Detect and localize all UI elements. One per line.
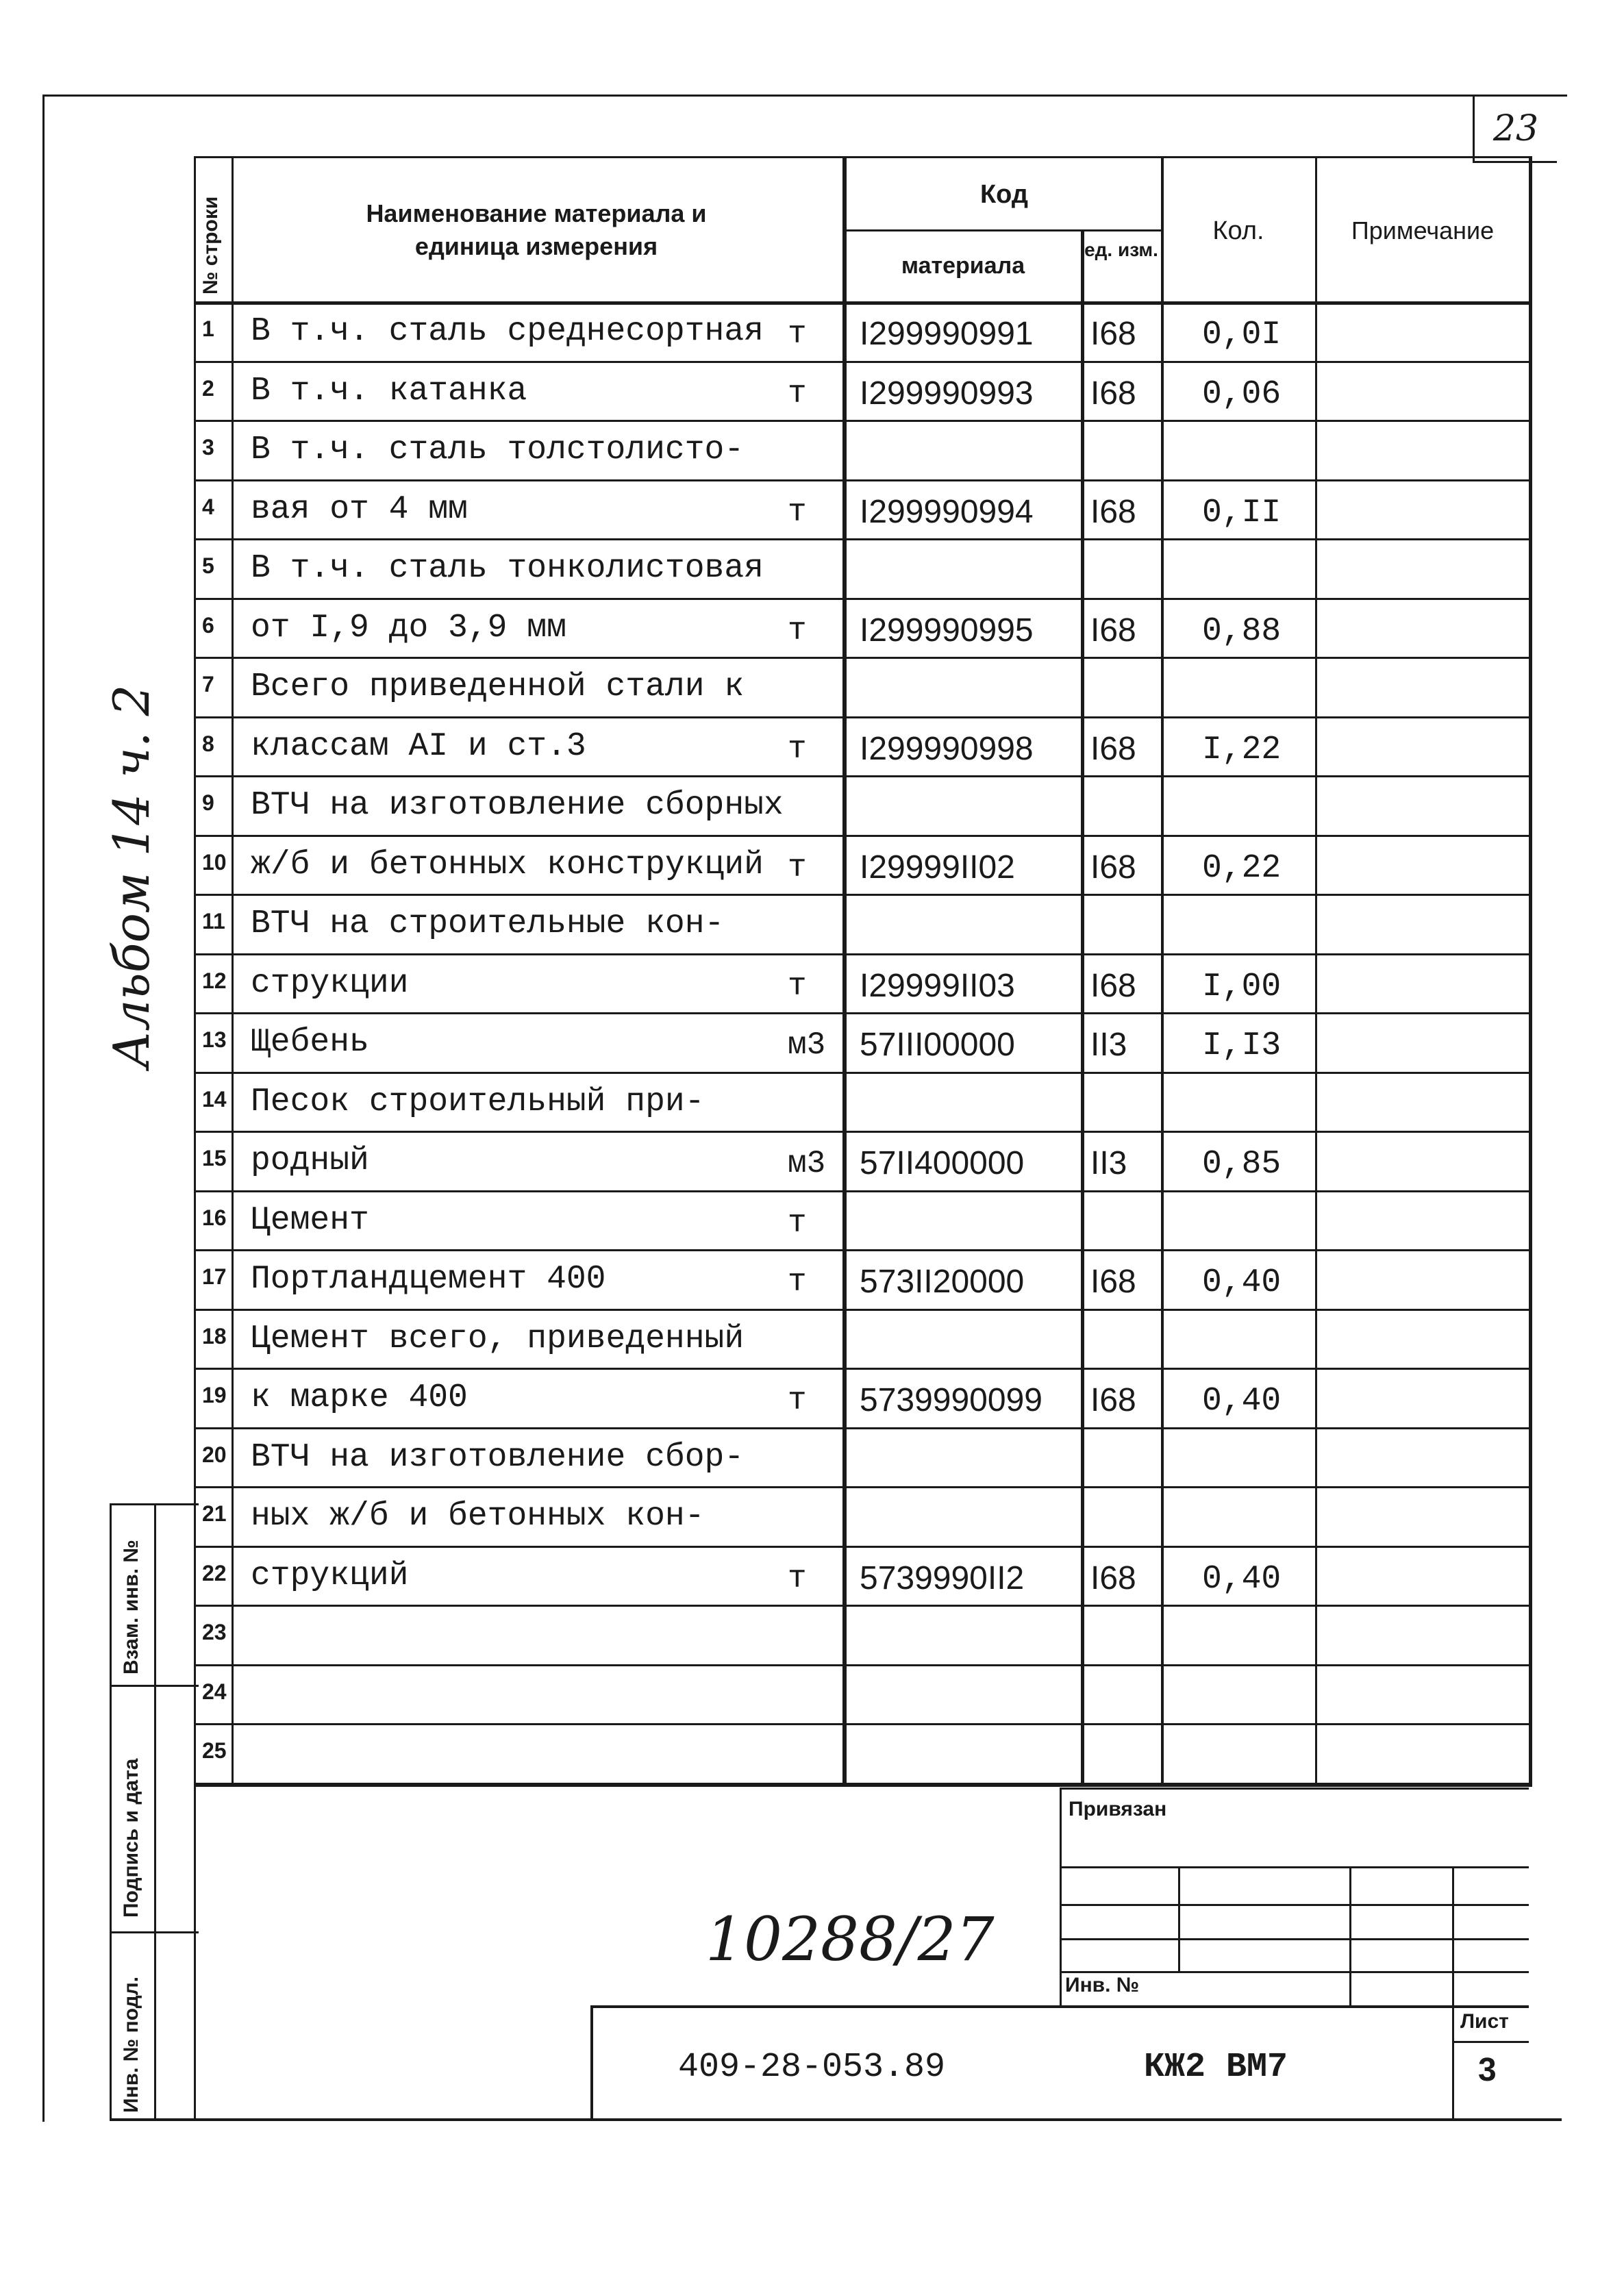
row-separator bbox=[194, 1309, 1529, 1311]
row-number: 17 bbox=[202, 1264, 227, 1289]
code-subheader-border bbox=[842, 229, 1161, 231]
row-separator bbox=[194, 1664, 1529, 1666]
material-unit: т bbox=[788, 1560, 807, 1596]
material-name: В т.ч. сталь тонколистовая bbox=[251, 550, 764, 587]
quantity: 0,40 bbox=[1202, 1560, 1282, 1598]
header-code-material: материала bbox=[901, 253, 1025, 279]
material-unit: т bbox=[788, 494, 807, 530]
material-name: В т.ч. сталь толстолисто- bbox=[251, 431, 745, 468]
row-number: 20 bbox=[202, 1442, 227, 1467]
row-separator bbox=[194, 538, 1529, 540]
stamp-div1 bbox=[110, 1685, 199, 1687]
row-separator bbox=[194, 894, 1529, 896]
material-name: ВТЧ на изготовление сборных bbox=[251, 787, 784, 824]
row-separator bbox=[194, 1190, 1529, 1192]
row-separator bbox=[194, 716, 1529, 718]
header-bottom-border bbox=[194, 301, 1529, 305]
row-number: 3 bbox=[202, 435, 214, 460]
material-unit: т bbox=[788, 612, 807, 649]
material-unit: м3 bbox=[788, 1027, 826, 1063]
row-number: 21 bbox=[202, 1501, 227, 1526]
row-separator bbox=[194, 775, 1529, 777]
unit-code: I68 bbox=[1090, 967, 1136, 1004]
material-code: 57III00000 bbox=[860, 1027, 1015, 1063]
row-number: 18 bbox=[202, 1323, 227, 1349]
stamp-left-border bbox=[110, 1503, 112, 2120]
tb-main-top bbox=[590, 2005, 1529, 2008]
frame-inner-left bbox=[194, 1787, 196, 2119]
material-code: 5739990II2 bbox=[860, 1559, 1025, 1596]
row-separator bbox=[194, 1012, 1529, 1014]
material-name: В т.ч. сталь среднесортная bbox=[251, 313, 764, 350]
sheet-number: 23 bbox=[1473, 96, 1557, 163]
tb-grid-h2 bbox=[1060, 1904, 1529, 1906]
row-number: 5 bbox=[202, 553, 214, 578]
row-number: 22 bbox=[202, 1560, 227, 1585]
quantity: I,22 bbox=[1202, 731, 1282, 768]
quantity: I,I3 bbox=[1202, 1027, 1282, 1064]
material-unit: м3 bbox=[788, 1146, 826, 1181]
row-separator bbox=[194, 361, 1529, 363]
material-name: вая от 4 мм bbox=[251, 490, 468, 528]
document-mark: КЖ2 ВМ7 bbox=[1144, 2048, 1288, 2087]
row-number: 8 bbox=[202, 731, 214, 756]
header-name-line1: Наименование материала и bbox=[366, 199, 707, 227]
row-separator bbox=[194, 1486, 1529, 1488]
unit-code: I68 bbox=[1090, 849, 1136, 886]
material-name: классам AI и ст.3 bbox=[251, 727, 586, 765]
row-separator bbox=[194, 1723, 1529, 1725]
row-separator bbox=[194, 1249, 1529, 1251]
row-number: 2 bbox=[202, 375, 214, 401]
material-name: Цемент bbox=[251, 1201, 369, 1239]
material-unit: т bbox=[788, 731, 807, 767]
quantity: 0,88 bbox=[1202, 612, 1282, 650]
tb-grid-v3 bbox=[1452, 1866, 1454, 2120]
list-label: Лист bbox=[1460, 2010, 1509, 2033]
inv-no-label: Инв. № bbox=[1065, 1974, 1140, 1996]
quantity: 0,22 bbox=[1202, 849, 1282, 887]
quantity: 0,85 bbox=[1202, 1146, 1282, 1183]
material-name: струкций bbox=[251, 1557, 409, 1594]
privyazan-label: Привязан bbox=[1069, 1798, 1167, 1820]
col-border-left bbox=[194, 156, 196, 1783]
col-border-unit bbox=[1161, 156, 1164, 1783]
row-separator bbox=[194, 1131, 1529, 1133]
material-name: ВТЧ на строительные кон- bbox=[251, 905, 725, 942]
material-unit: т bbox=[788, 1205, 807, 1241]
col-border-qty bbox=[1315, 156, 1317, 1783]
material-code: I299990993 bbox=[860, 375, 1034, 412]
material-code: I29999II03 bbox=[860, 967, 1015, 1004]
material-unit: т bbox=[788, 316, 807, 352]
designation: 409-28-053.89 bbox=[678, 2048, 946, 2087]
unit-code: I68 bbox=[1090, 612, 1136, 649]
material-name: родный bbox=[251, 1142, 369, 1179]
material-name: от I,9 до 3,9 мм bbox=[251, 609, 566, 647]
row-number: 10 bbox=[202, 849, 227, 875]
podpis-data-label: Подпись и дата bbox=[120, 1758, 142, 1918]
row-separator bbox=[194, 1783, 1529, 1785]
unit-code: I68 bbox=[1090, 1559, 1136, 1596]
row-number: 12 bbox=[202, 968, 227, 993]
material-name: ных ж/б и бетонных кон- bbox=[251, 1498, 705, 1535]
row-separator bbox=[194, 420, 1529, 422]
unit-code: I68 bbox=[1090, 730, 1136, 767]
row-number: 9 bbox=[202, 790, 214, 815]
unit-code: II3 bbox=[1090, 1145, 1127, 1181]
material-code: I299990991 bbox=[860, 316, 1034, 352]
material-code: I29999II02 bbox=[860, 849, 1015, 886]
row-number: 7 bbox=[202, 672, 214, 697]
row-number: 25 bbox=[202, 1738, 227, 1763]
row-separator bbox=[194, 657, 1529, 659]
row-number: 14 bbox=[202, 1086, 227, 1112]
material-code: 57II400000 bbox=[860, 1145, 1025, 1181]
row-separator bbox=[194, 835, 1529, 837]
material-unit: т bbox=[788, 968, 807, 1004]
row-number: 16 bbox=[202, 1205, 227, 1230]
tb-grid-v2 bbox=[1349, 1866, 1351, 2007]
material-name: Портландцемент 400 bbox=[251, 1261, 606, 1298]
material-code: 573II20000 bbox=[860, 1264, 1025, 1300]
col-border-code bbox=[1081, 229, 1084, 1783]
material-unit: т bbox=[788, 1264, 807, 1300]
inv-podl-label: Инв. № подл. bbox=[120, 1976, 142, 2113]
header-code-unit: ед. изм. bbox=[1084, 239, 1158, 260]
vzam-inv-label: Взам. инв. № bbox=[120, 1540, 142, 1675]
frame-top bbox=[42, 95, 1567, 97]
material-name: струкции bbox=[251, 964, 409, 1002]
row-separator bbox=[194, 598, 1529, 600]
row-separator bbox=[194, 479, 1529, 481]
quantity: 0,40 bbox=[1202, 1264, 1282, 1301]
list-value: 3 bbox=[1478, 2052, 1497, 2088]
stamp-mid-border bbox=[154, 1503, 156, 2120]
tb-list-sep bbox=[1452, 2041, 1529, 2043]
unit-code: I68 bbox=[1090, 493, 1136, 530]
material-name: Щебень bbox=[251, 1024, 369, 1061]
row-number: 13 bbox=[202, 1027, 227, 1052]
material-name: Всего приведенной стали к bbox=[251, 668, 745, 705]
row-number: 15 bbox=[202, 1146, 227, 1170]
material-code: I299990994 bbox=[860, 493, 1034, 530]
row-number: 1 bbox=[202, 316, 214, 341]
header-name-line2: единица измерения bbox=[414, 232, 658, 260]
header-qty: Кол. bbox=[1212, 216, 1264, 245]
tb-grid-h3 bbox=[1060, 1938, 1529, 1940]
quantity: 0,0I bbox=[1202, 316, 1282, 353]
quantity: I,00 bbox=[1202, 968, 1282, 1005]
unit-code: I68 bbox=[1090, 1382, 1136, 1418]
material-code: I299990998 bbox=[860, 730, 1034, 767]
material-name: В т.ч. катанка bbox=[251, 372, 527, 410]
header-code: Код bbox=[979, 180, 1029, 209]
unit-code: I68 bbox=[1090, 1264, 1136, 1300]
material-name: ВТЧ на изготовление сбор- bbox=[251, 1438, 745, 1476]
table-top-border bbox=[194, 156, 1529, 158]
material-name: Песок строительный при- bbox=[251, 1083, 705, 1120]
material-unit: т bbox=[788, 375, 807, 412]
quantity: 0,06 bbox=[1202, 375, 1282, 413]
header-row-no: № строки bbox=[199, 196, 222, 294]
material-unit: т bbox=[788, 849, 807, 886]
row-number: 19 bbox=[202, 1383, 227, 1407]
row-separator bbox=[194, 1368, 1529, 1370]
tb-grid-h1 bbox=[1060, 1866, 1529, 1868]
tb-privyazan-left bbox=[1060, 1788, 1062, 2007]
row-number: 23 bbox=[202, 1620, 227, 1644]
unit-code: II3 bbox=[1090, 1027, 1127, 1063]
tb-grid-v1 bbox=[1178, 1866, 1180, 1972]
row-separator bbox=[194, 1427, 1529, 1429]
header-note: Примечание bbox=[1351, 216, 1495, 245]
row-separator bbox=[194, 953, 1529, 955]
quantity: 0,40 bbox=[1202, 1383, 1282, 1420]
stamp-top bbox=[110, 1503, 199, 1505]
material-name: к марке 400 bbox=[251, 1379, 468, 1416]
tb-privyazan-top bbox=[1060, 1788, 1529, 1790]
unit-code: I68 bbox=[1090, 316, 1136, 352]
handwritten-number: 10288/27 bbox=[705, 1904, 995, 1975]
material-name: ж/б и бетонных конструкций bbox=[251, 846, 764, 883]
material-code: I299990995 bbox=[860, 612, 1034, 649]
row-number: 11 bbox=[202, 909, 225, 933]
col-border-right bbox=[1529, 156, 1532, 1783]
row-separator bbox=[194, 1546, 1529, 1548]
row-separator bbox=[194, 1605, 1529, 1607]
stamp-bottom bbox=[110, 2118, 1562, 2121]
material-name: Цемент всего, приведенный bbox=[251, 1320, 745, 1357]
frame-left bbox=[42, 95, 45, 2122]
unit-code: I68 bbox=[1090, 375, 1136, 412]
row-separator bbox=[194, 1072, 1529, 1074]
material-unit: т bbox=[788, 1383, 807, 1418]
quantity: 0,II bbox=[1202, 494, 1282, 531]
material-code: 5739990099 bbox=[860, 1382, 1042, 1418]
row-number: 24 bbox=[202, 1679, 227, 1704]
col-border-name bbox=[842, 156, 847, 1783]
stamp-div2 bbox=[110, 1931, 199, 1933]
row-number: 4 bbox=[202, 494, 214, 519]
tb-grid-h4 bbox=[1060, 1971, 1529, 1973]
tb-main-left bbox=[590, 2005, 593, 2120]
row-number: 6 bbox=[202, 612, 214, 638]
album-label: Альбом 14 ч. 2 bbox=[103, 684, 160, 1068]
